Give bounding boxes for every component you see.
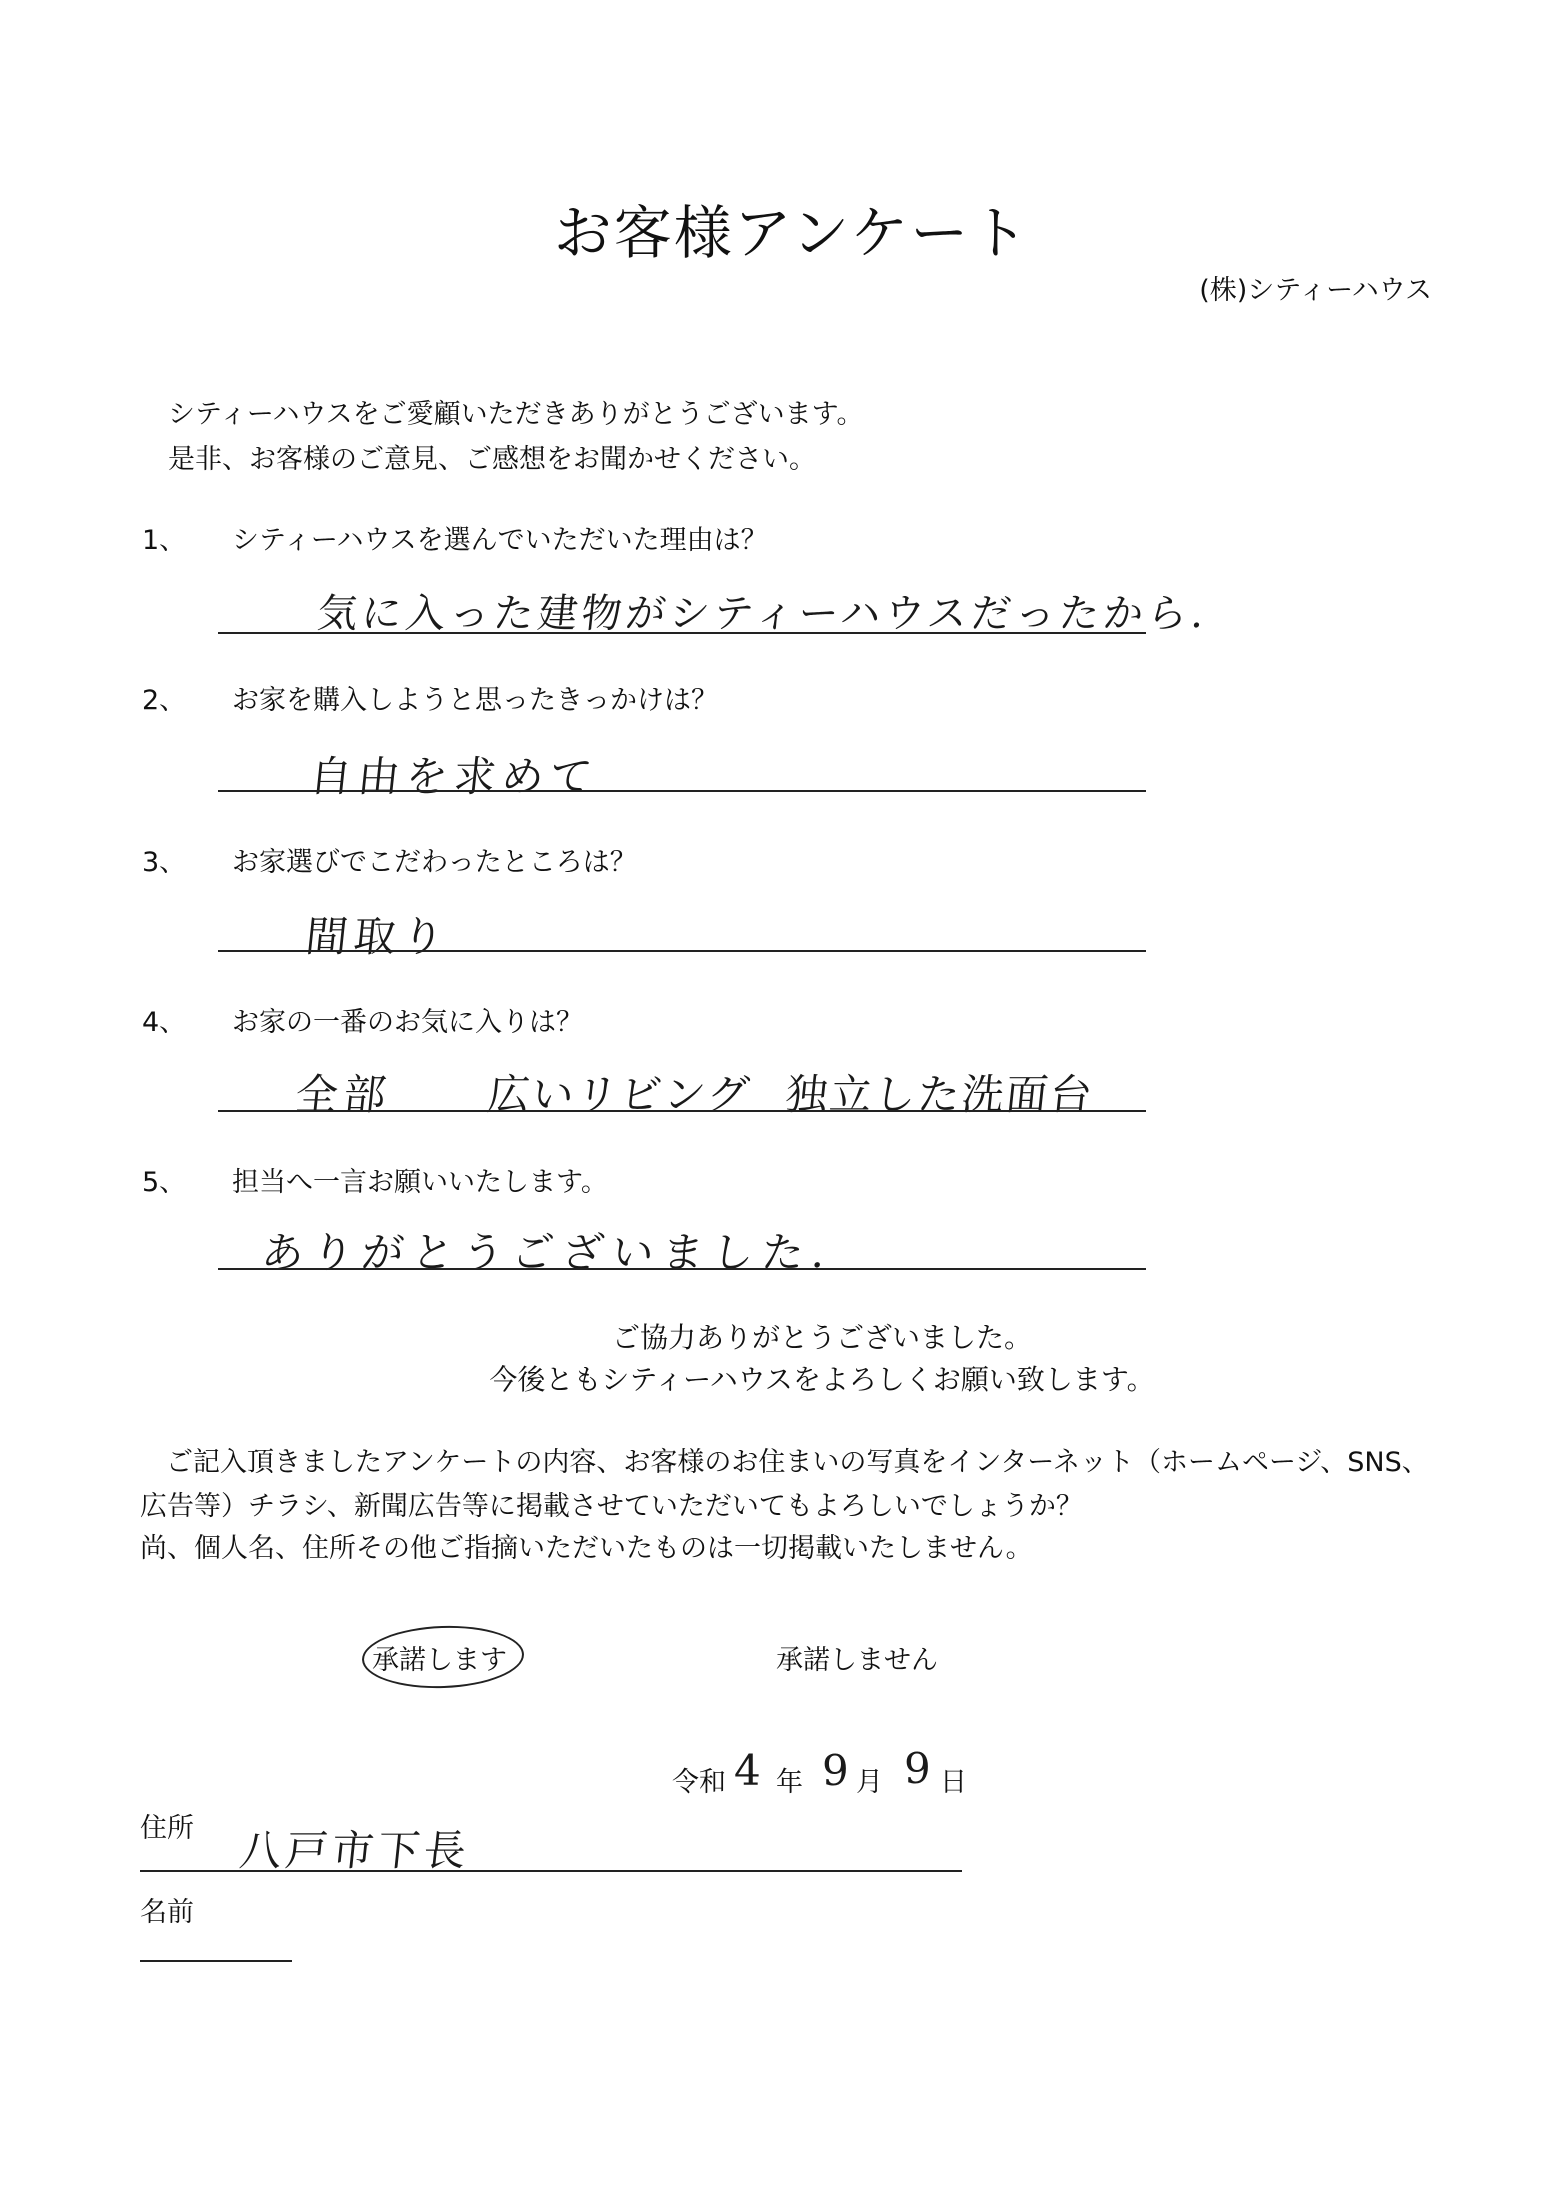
question-2-text: お家を購入しようと思ったきっかけは？: [232, 685, 718, 716]
question-1-number: 1、: [142, 525, 187, 556]
answer-3-handwriting: 間取り: [303, 912, 453, 961]
date-month-unit: 月: [856, 1767, 883, 1798]
consent-line-1: ご記入頂きましたアンケートの内容、お客様のお住まいの写真をインターネット（ホームページ、SNS、: [166, 1447, 1429, 1478]
date-day-unit: 日: [940, 1767, 967, 1798]
address-label: 住所: [140, 1813, 194, 1844]
consent-line-2: 広告等）チラシ、新聞広告等に掲載させていただいてもよろしいでしょうか？: [140, 1491, 1083, 1522]
name-line: [140, 1960, 292, 1962]
answer-5-line: [218, 1268, 1146, 1270]
disagree-option[interactable]: 承諾しません: [776, 1645, 938, 1676]
intro-line-1: シティーハウスをご愛顧いただきありがとうございます。: [168, 399, 864, 430]
name-label: 名前: [140, 1897, 194, 1928]
question-4-text: お家の一番のお気に入りは？: [232, 1007, 583, 1038]
agree-option[interactable]: 承諾します: [372, 1645, 507, 1676]
company-name: (株)シティーハウス: [1199, 275, 1432, 306]
answer-3-line: [218, 950, 1146, 952]
answer-1-handwriting: 気に入った建物がシティーハウスだったから.: [315, 591, 1211, 637]
question-3-number: 3、: [142, 847, 187, 878]
intro-line-2: 是非、お客様のご意見、ご感想をお聞かせください。: [168, 444, 816, 475]
answer-5-handwriting: ありがとうございました.: [259, 1228, 836, 1277]
answer-4-part-1: 全部: [293, 1070, 395, 1119]
date-era: 令和: [672, 1767, 726, 1798]
question-5-number: 5、: [142, 1167, 187, 1198]
answer-1-line: [218, 632, 1146, 634]
answer-4-line: [218, 1110, 1146, 1112]
date-month-value: 9: [822, 1746, 849, 1795]
address-handwriting: 八戸市下長: [237, 1826, 473, 1875]
address-line: [140, 1870, 962, 1872]
question-2-number: 2、: [142, 685, 187, 716]
closing-line-1: ご協力ありがとうございました。: [611, 1321, 1032, 1354]
date-year-unit: 年: [776, 1767, 803, 1798]
date-day-value: 9: [904, 1744, 931, 1793]
answer-4-part-2: 広いリビング: [485, 1070, 754, 1119]
question-4-number: 4、: [142, 1007, 187, 1038]
answer-2-handwriting: 自由を求めて: [307, 752, 601, 801]
answer-4-part-3: 独立した洗面台: [783, 1070, 1097, 1119]
question-5-text: 担当へ一言お願いいたします。: [232, 1167, 608, 1198]
date-year-value: 4: [734, 1746, 761, 1795]
question-1-text: シティーハウスを選んでいただいた理由は？: [232, 525, 768, 556]
question-3-text: お家選びでこだわったところは？: [232, 847, 637, 878]
consent-line-3: 尚、個人名、住所その他ご指摘いただいたものは一切掲載いたしません。: [140, 1533, 1033, 1564]
answer-2-line: [218, 790, 1146, 792]
page-title: お客様アンケート: [553, 199, 1031, 267]
closing-line-2: 今後ともシティーハウスをよろしくお願い致します。: [489, 1363, 1155, 1396]
